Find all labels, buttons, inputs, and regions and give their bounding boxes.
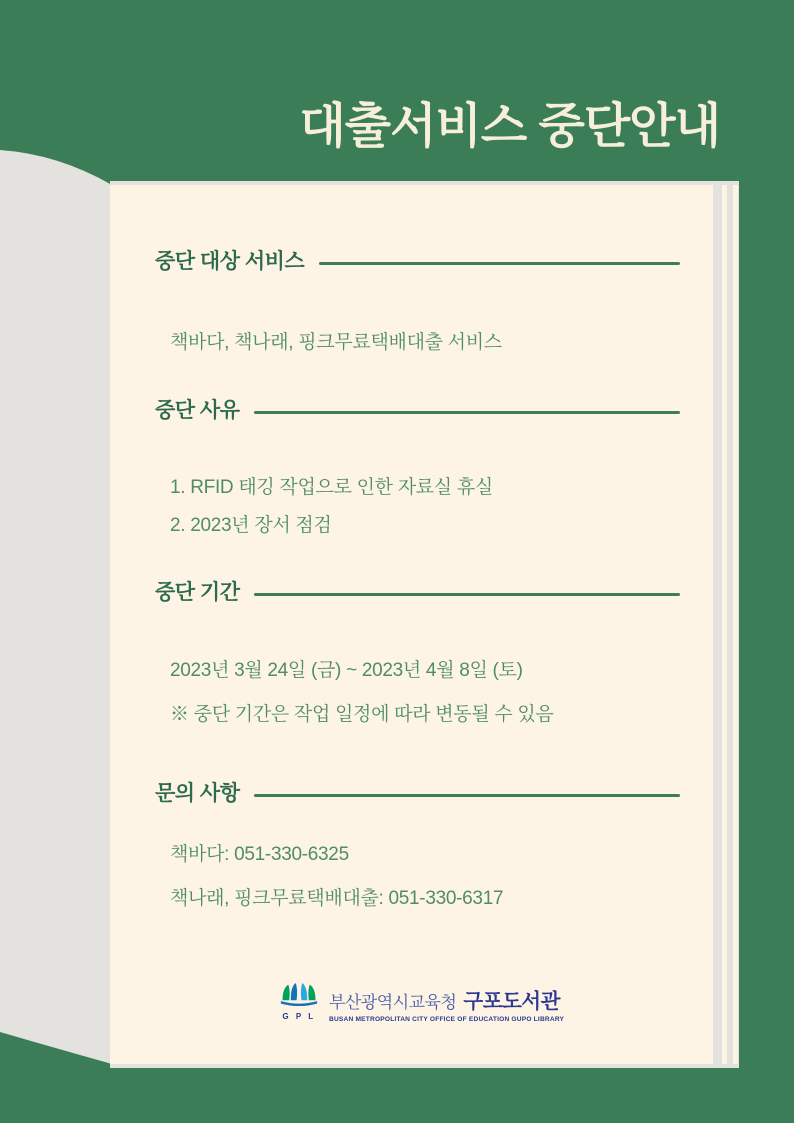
- org-name: 부산광역시교육청: [329, 993, 457, 1012]
- library-name: 구포도서관: [463, 990, 560, 1013]
- gpl-acronym: G P L: [282, 1012, 316, 1021]
- section-1-heading: 중단 대상 서비스: [155, 250, 305, 273]
- open-book-logo-icon: [276, 983, 322, 1011]
- section-3-heading: 중단 기간: [155, 581, 240, 604]
- section-2-heading-row: [155, 396, 680, 422]
- section-4-heading: 문의 사항: [155, 782, 240, 805]
- gpl-logo-block: [276, 983, 322, 1021]
- section-4-heading-row: [155, 779, 680, 805]
- section-2-line-1: 1. RFID 태깅 작업으로 인한 자료실 휴실: [170, 477, 493, 498]
- section-1-heading-row: [155, 247, 680, 273]
- section-4-line-2: 책나래, 핑크무료택배대출: 051-330-6317: [170, 888, 504, 909]
- section-divider-line: [319, 262, 680, 265]
- section-divider-line: [254, 411, 680, 414]
- notice-page: [110, 185, 713, 1064]
- poster-title: 대출서비스 중단안내: [299, 100, 720, 153]
- section-divider-line: [254, 794, 680, 797]
- library-logo: [276, 983, 564, 1023]
- section-3-line-2: ※ 중단 기간은 작업 일정에 따라 변동될 수 있음: [170, 704, 554, 725]
- section-4-line-1: 책바다: 051-330-6325: [170, 844, 349, 865]
- section-1-line-1: 책바다, 책나래, 핑크무료택배대출 서비스: [170, 332, 502, 353]
- section-3-line-1: 2023년 3월 24일 (금) ~ 2023년 4월 8일 (토): [170, 660, 523, 681]
- section-2-heading: 중단 사유: [155, 399, 240, 422]
- section-divider-line: [254, 593, 680, 596]
- section-2-line-2: 2. 2023년 장서 점검: [170, 515, 332, 536]
- org-name-english: BUSAN METROPOLITAN CITY OFFICE OF EDUCATION GUPO LIBRARY: [329, 1016, 565, 1023]
- library-logo-text: [329, 983, 564, 1023]
- library-name-row: [329, 984, 564, 1014]
- section-3-heading-row: [155, 578, 680, 604]
